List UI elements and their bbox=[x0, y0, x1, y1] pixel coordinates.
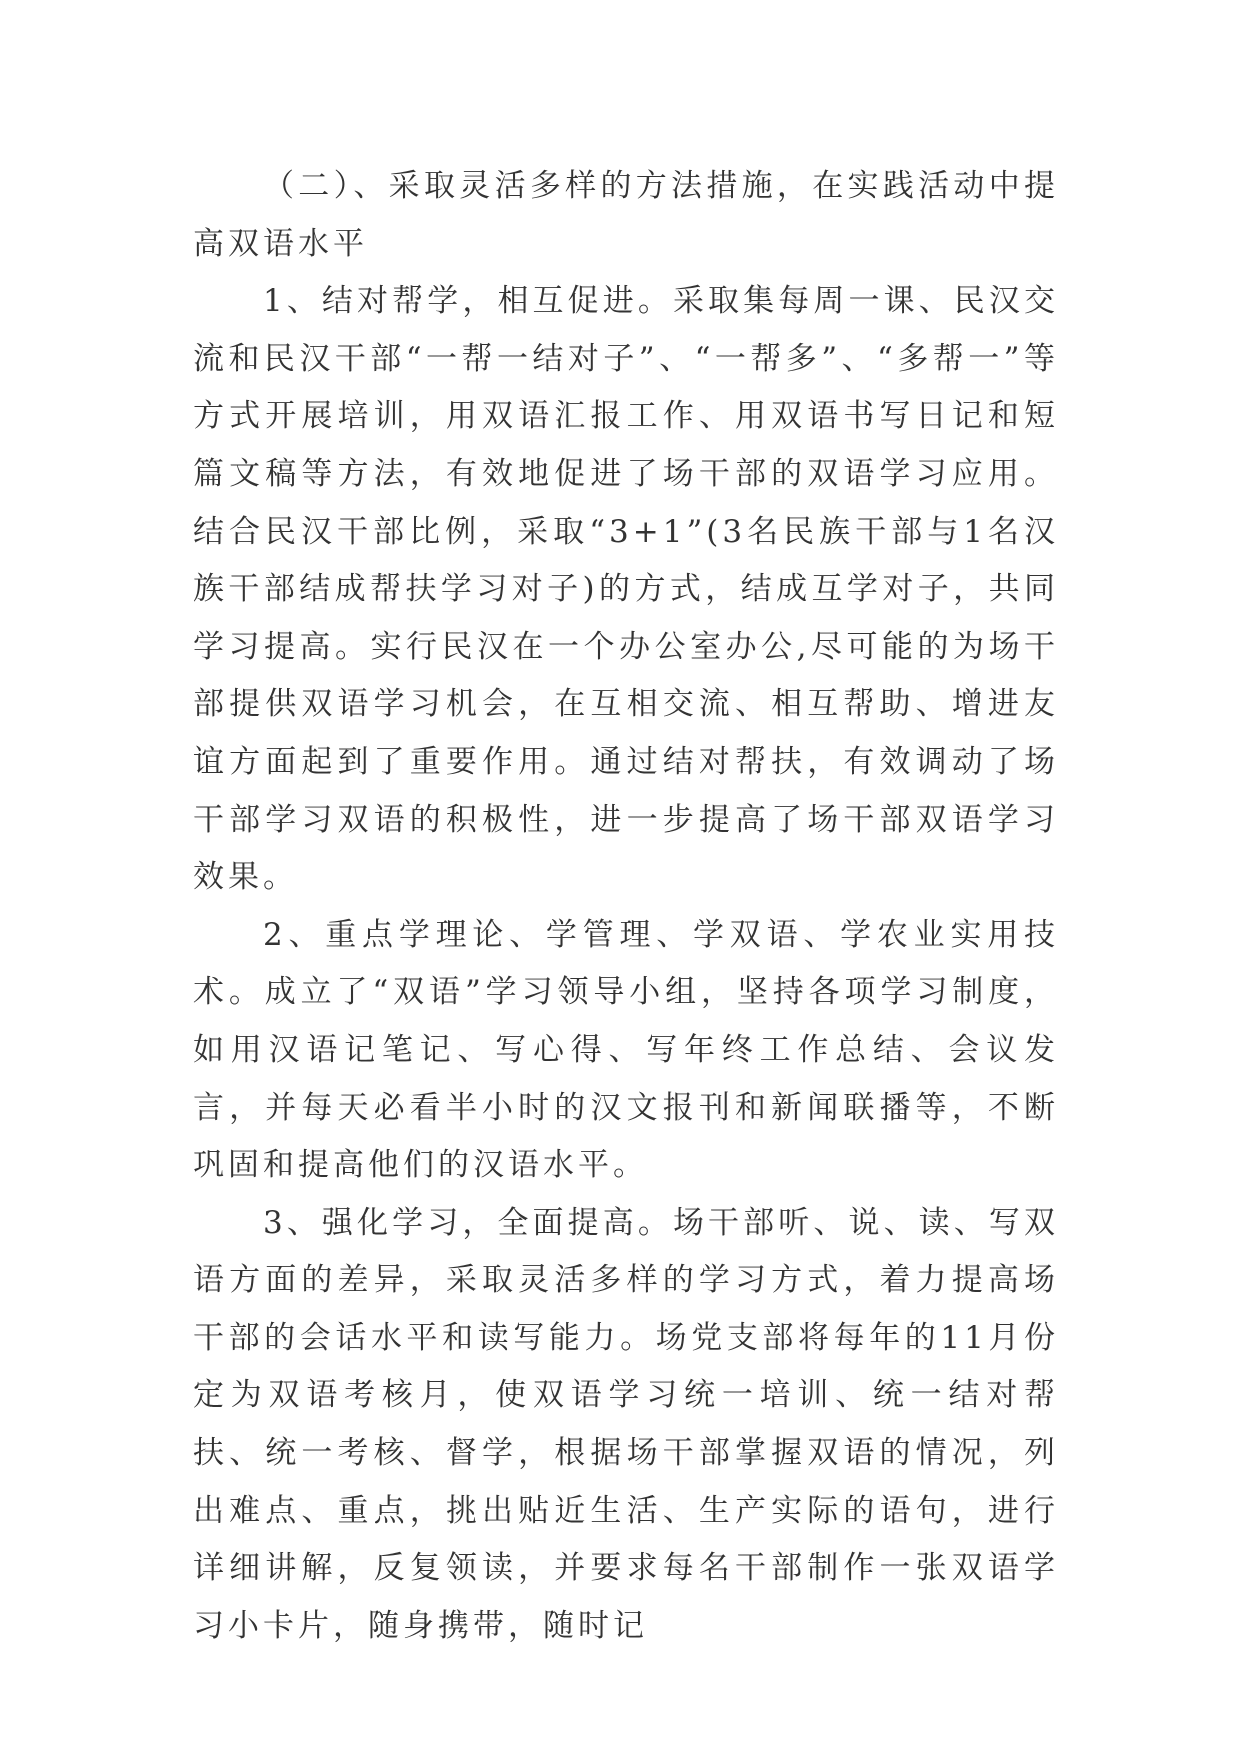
document-body bbox=[193, 158, 1059, 1655]
section-heading: （二）、采取灵活多样的方法措施，在实践活动中提高双语水平 bbox=[193, 168, 1059, 262]
paragraph-key-learning: 2、重点学理论、学管理、学双语、学农业实用技术。成立了“双语”学习领导小组，坚持各项学习制度，如用汉语记笔记、写心得、写年终工作总结、会议发言，并每天必看半小时的汉文报刊和新闻联播等，不断巩固和提高他们的汉语水平。 bbox=[193, 916, 1059, 1184]
paragraph-strengthen-study: 3、强化学习，全面提高。场干部听、说、读、写双语方面的差异，采取灵活多样的学习方式，着力提高场干部的会话水平和读写能力。场党支部将每年的11月份定为双语考核月，使双语学习统一培训、统一结对帮扶、统一考核、督学，根据场干部掌握双语的情况，列出难点、重点，挑出贴近生活、生产实际的语句，进行详细讲解，反复领读，并要求每名干部制作一张双语学习小卡片，随身携带，随时记 bbox=[193, 1204, 1059, 1644]
paragraph-pairing-study: 1、结对帮学，相互促进。采取集每周一课、民汉交流和民汉干部“一帮一结对子”、“一帮多”、“多帮一”等方式开展培训，用双语汇报工作、用双语书写日记和短篇文稿等方法，有效地促进了场干部的双语学习应用。结合民汉干部比例，采取“3+1”(3名民族干部与1名汉族干部结成帮扶学习对子)的方式，结成互学对子，共同学习提高。实行民汉在一个办公室办公,尽可能的为场干部提供双语学习机会，在互相交流、相互帮助、增进友谊方面起到了重要作用。通过结对帮扶，有效调动了场干部学习双语的积极性，进一步提高了场干部双语学习效果。 bbox=[193, 283, 1059, 896]
